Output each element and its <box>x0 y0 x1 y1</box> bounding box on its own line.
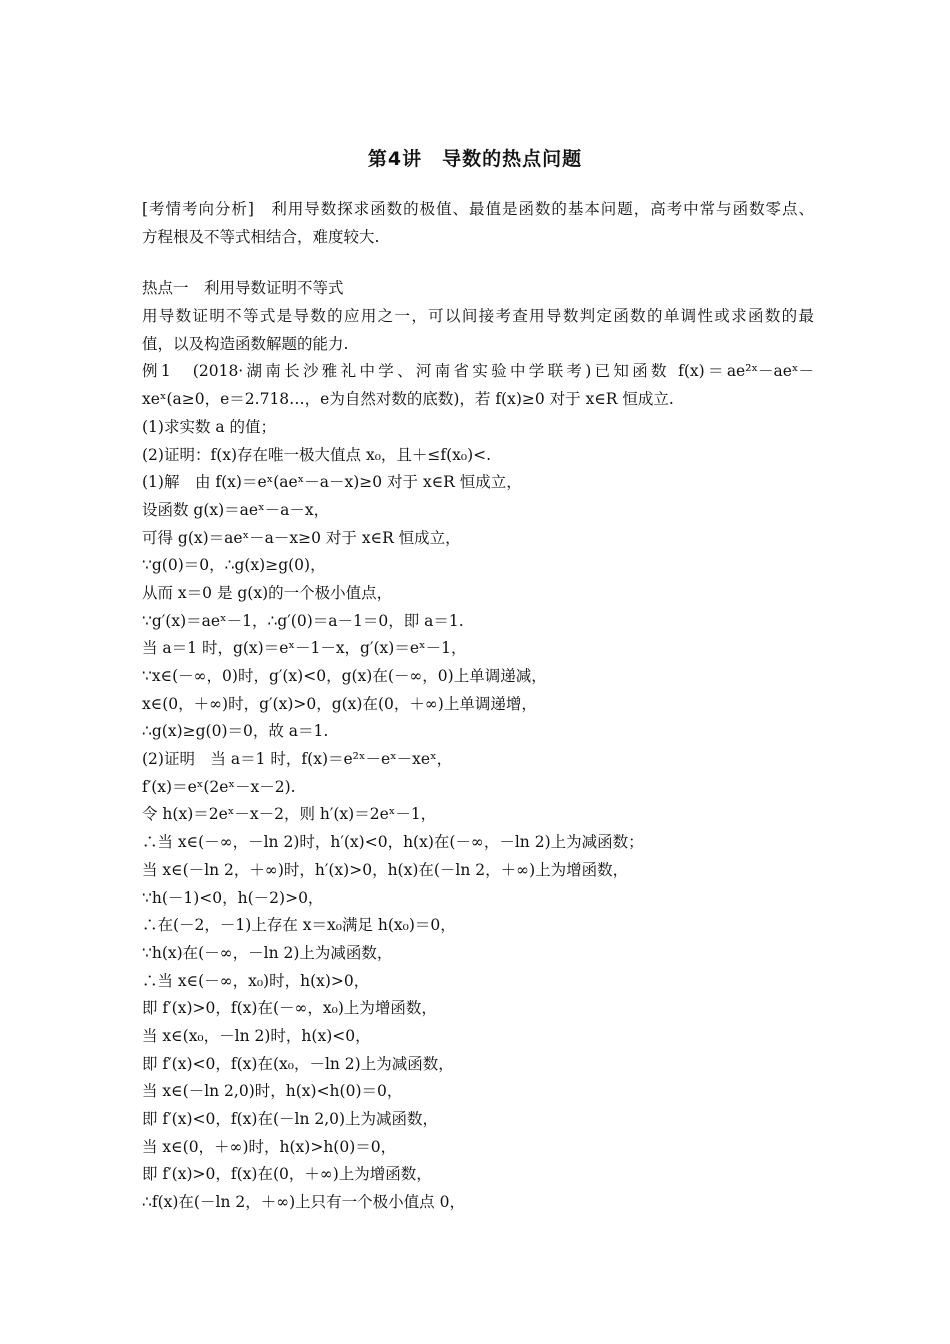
text-line: 当 x∈(－ln 2,0)时，h(x)<h(0)＝0， <box>142 1082 403 1101</box>
text-line: ∵h(x)在(－∞，－ln 2)上为减函数， <box>142 943 393 962</box>
text-line: ∴g(x)≥g(0)＝0，故 a＝1. <box>142 722 329 741</box>
text-line: (2)证明 当 a＝1 时，f(x)＝e²ˣ－eˣ－xeˣ， <box>142 750 453 769</box>
text-line: 即 f′(x)<0，f(x)在(x₀，－ln 2)上为减函数， <box>142 1054 454 1073</box>
text-line: (2)证明：f(x)存在唯一极大值点 x₀，且＋≤f(x₀)<. <box>142 445 492 464</box>
text-line: 即 f′(x)>0，f(x)在(－∞，x₀)上为增函数， <box>142 999 437 1018</box>
text-line: ∴当 x∈(－∞，x₀)时，h(x)>0， <box>142 971 370 990</box>
text-line: 即 f′(x)>0，f(x)在(0，＋∞)上为增函数， <box>142 1165 432 1184</box>
text-line: ∴当 x∈(－∞，－ln 2)时，h′(x)<0，h(x)在(－∞，－ln 2)上为减函数； <box>142 833 644 852</box>
text-line: 值，以及构造函数解题的能力. <box>142 334 349 353</box>
example-line: xeˣ(a≥0，e＝2.718…，e为自然对数的底数)，若 f(x)≥0 对于 x∈R 恒成立. <box>142 390 674 409</box>
text-line: 当 a＝1 时，g(x)＝eˣ－1－x，g′(x)＝eˣ－1， <box>142 639 467 658</box>
text-line: x∈(0，＋∞)时，g′(x)>0，g(x)在(0，＋∞)上单调递增， <box>142 694 537 713</box>
intro-line: 方程根及不等式相结合，难度较大. <box>142 227 380 246</box>
text-line: ∴f(x)在(－ln 2，＋∞)上只有一个极小值点 0， <box>142 1193 465 1212</box>
text-line: 设函数 g(x)＝aeˣ－a－x， <box>142 500 330 519</box>
text-line: ∵h(－1)<0，h(－2)>0， <box>142 888 324 907</box>
text-line: ∵g(0)＝0，∴g(x)≥g(0)， <box>142 556 326 575</box>
text-line: (1)求实数 a 的值； <box>142 417 277 436</box>
text-line: f′(x)＝eˣ(2eˣ－x－2). <box>142 777 296 796</box>
text-line: ∵x∈(－∞，0)时，g′(x)<0，g(x)在(－∞，0)上单调递减， <box>142 667 547 685</box>
text-line: 当 x∈(0，＋∞)时，h(x)>h(0)＝0， <box>142 1137 397 1156</box>
text-line: ∴在(－2，－1)上存在 x＝x₀满足 h(x₀)＝0， <box>142 916 456 935</box>
text-line: 当 x∈(－ln 2，＋∞)时，h′(x)>0，h(x)在(－ln 2，＋∞)上为增函数， <box>142 860 629 879</box>
text-line: 即 f′(x)<0，f(x)在(－ln 2,0)上为减函数， <box>142 1110 439 1128</box>
text-line: 从而 x＝0 是 g(x)的一个极小值点， <box>142 583 393 602</box>
text-line: 当 x∈(x₀，－ln 2)时，h(x)<0， <box>142 1026 371 1045</box>
text-line: 令 h(x)＝2eˣ－x－2，则 h′(x)＝2eˣ－1， <box>142 805 437 824</box>
text-line: 可得 g(x)＝aeˣ－a－x≥0 对于 x∈R 恒成立， <box>142 528 461 547</box>
text-line: (1)解 由 f(x)＝eˣ(aeˣ－a－x)≥0 对于 x∈R 恒成立， <box>142 473 522 492</box>
document-body <box>142 196 814 1217</box>
page-title: 第4讲 导数的热点问题 <box>367 148 583 170</box>
text-line: ∵g′(x)＝aeˣ－1，∴g′(0)＝a－1＝0，即 a＝1. <box>142 611 464 630</box>
section-heading: 热点一 利用导数证明不等式 <box>142 279 344 298</box>
text-line: 用导数证明不等式是导数的应用之一，可以间接考查用导数判定函数的单调性或求函数的最 <box>142 307 814 326</box>
intro-line: [考情考向分析] 利用导数探求函数的极值、最值是函数的基本问题，高考中常与函数零点、 <box>142 200 814 218</box>
example-line: 例1 (2018·湖南长沙雅礼中学、河南省实验中学联考)已知函数 f(x)＝ae²ˣ－aeˣ－ <box>142 362 814 381</box>
